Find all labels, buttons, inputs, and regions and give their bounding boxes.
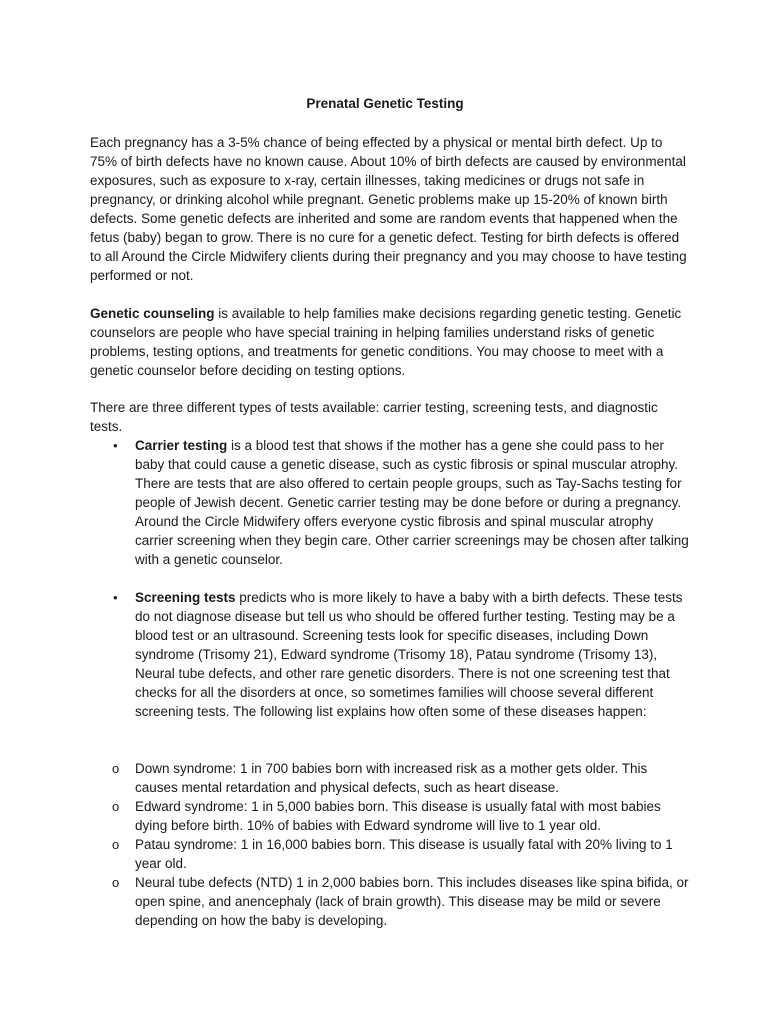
- test-types-paragraph: There are three different types of tests available: carrier testing, screening tests, and diagnostic tests.: [90, 400, 658, 434]
- bullet-icon: •: [113, 590, 118, 605]
- document-title: Prenatal Genetic Testing: [306, 96, 464, 111]
- sub-bullet-icon: o: [112, 875, 120, 890]
- carrier-testing-term: Carrier testing: [135, 438, 228, 453]
- counseling-text: is available to help families make decisions regarding genetic testing. Genetic counselors are people who have special training in helping families understand risks of genetic problems, testing options, and treatments for genetic conditions. You may choose to meet with a genetic counselor before deciding on testing options.: [90, 306, 682, 378]
- screening-tests-text: predicts who is more likely to have a baby with a birth defects. These tests do not diagnose disease but tell us who should be offered further testing. Testing may be a blood test or an ultrasound. Screening tests look for specific diseases, including Down syndrome (Trisomy 21), Edward syndrome (Trisomy 18), Patau syndrome (Trisomy 13), Neural tube defects, and other rare genetic disorders. There is not one screening test that checks for all the disorders at once, so sometimes families will choose several different screening tests. The following list explains how often some of these diseases happen:: [135, 590, 683, 719]
- counseling-paragraph: [90, 304, 690, 380]
- bullet-icon: •: [113, 438, 118, 453]
- sub-bullet-icon: o: [112, 799, 120, 814]
- sub-bullet-icon: o: [112, 761, 120, 776]
- carrier-testing-text: is a blood test that shows if the mother has a gene she could pass to her baby that could cause a genetic disease, such as cystic fibrosis or spinal muscular atrophy. There are tests that are also offered to certain people groups, such as Tay-Sachs testing for people of Jewish decent. Genetic carrier testing may be done before or during a pregnancy. Around the Circle Midwifery offers everyone cystic fibrosis and spinal muscular atrophy carrier screening when they begin care. Other carrier screenings may be chosen after talking with a genetic counselor.: [135, 438, 689, 567]
- sub-list-item-patau-syndrome: Patau syndrome: 1 in 16,000 babies born. This disease is usually fatal with 20% living to 1 year old.: [135, 837, 673, 871]
- screening-tests-term: Screening tests: [135, 590, 236, 605]
- sub-list-item-edward-syndrome: Edward syndrome: 1 in 5,000 babies born. This disease is usually fatal with most babies dying before birth. 10% of babies with Edward syndrome will live to 1 year old.: [135, 799, 661, 833]
- list-item-carrier-testing: [135, 436, 690, 569]
- sub-list-item-neural-tube-defects: Neural tube defects (NTD) 1 in 2,000 babies born. This includes diseases like spina bifida, or open spine, and anencephaly (lack of brain growth). This disease may be mild or severe depending on how the baby is developing.: [135, 875, 689, 928]
- intro-paragraph: Each pregnancy has a 3-5% chance of being effected by a physical or mental birth defect. Up to 75% of birth defects have no known cause. About 10% of birth defects are caused by environmental exposures, such as exposure to x-ray, certain illnesses, taking medicines or drugs not safe in pregnancy, or drinking alcohol while pregnant. Genetic problems make up 15-20% of known birth defects. Some genetic defects are inherited and some are random events that happened when the fetus (baby) began to grow. There is no cure for a genetic defect. Testing for birth defects is offered to all Around the Circle Midwifery clients during their pregnancy and you may choose to have testing performed or not.: [90, 135, 687, 283]
- list-item-screening-tests: [135, 588, 690, 721]
- counseling-term: Genetic counseling: [90, 306, 215, 321]
- sub-list-item-down-syndrome: Down syndrome: 1 in 700 babies born with increased risk as a mother gets older. This causes mental retardation and physical defects, such as heart disease.: [135, 761, 648, 795]
- sub-bullet-icon: o: [112, 837, 120, 852]
